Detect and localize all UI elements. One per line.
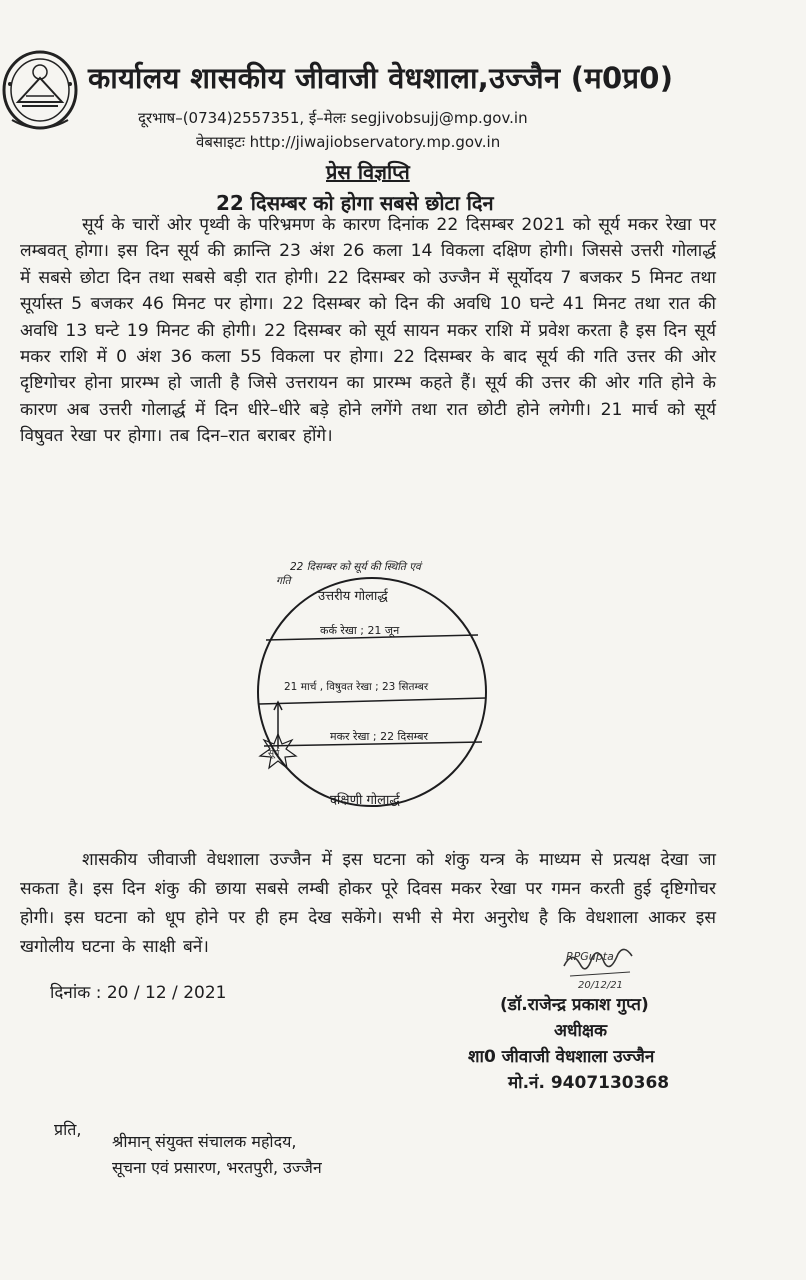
body-paragraph-1: सूर्य के चारों ओर पृथ्वी के परिभ्रमण के कारण दिनांक 22 दिसम्बर 2021 को सूर्य मकर रेखा पर लम्बवत् होगा। इस दिन सूर्य की क्रान्ति 23 अंश 26 कला 14 विकला दक्षिण होगी। जिससे उत्तरी गोलार्द्ध में सबसे छोटा दिन तथा सबसे बड़ी रात होगी। 22 दिसम्बर को उज्जैन में सूर्योदय 7 बजकर 5 मिनट तथा सूर्यास्त 5 बजकर 46 मिनट पर होगा। 22 दिसम्बर को दिन की अवधि 10 घन्टे 41 मिनट तथा रात की अवधि 13 घन्टे 19 मिनट की होगी। 22 दिसम्बर को सूर्य सायन मकर राशि में प्रवेश करता है इस दिन सूर्य मकर राशि में 0 अंश 36 कला 55 विकला पर होगा। 22 दिसम्बर के बाद सूर्य की गति उत्तर की ओर दृष्टिगोचर होना प्रारम्भ हो जाती है जिसे उत्तरायन का प्रारम्भ कहते हैं। सूर्य की उत्तर की ओर गति होने के कारण अब उत्तरी गोलार्द्ध में दिन धीरे–धीरे बड़े होने लगेंगे तथा रात छोटी होने लगेगी। 21 मार्च को सूर्य विषुवत रेखा पर होगा। तब दिन–रात बराबर होंगे। xyxy=(20,215,716,447)
equator-label: 21 मार्च , विषुवत रेखा ; 23 सितम्बर xyxy=(284,681,429,693)
issue-date: दिनांक : 20 / 12 / 2021 xyxy=(50,983,227,1003)
south-hemisphere-label: दक्षिणी गोलार्द्ध xyxy=(330,793,400,808)
contact-line: दूरभाष–(0734)2557351, ई–मेलः segjivobsujj@mp.gov.in xyxy=(138,109,528,127)
signatory-mobile: मो.नं. 9407130368 xyxy=(508,1073,670,1093)
to-label: प्रति, xyxy=(54,1120,82,1139)
observatory-emblem-icon xyxy=(0,44,84,134)
headline: 22 दिसम्बर को होगा सबसे छोटा दिन xyxy=(216,191,494,215)
handwritten-signature xyxy=(560,936,640,996)
sun-label: सूर्य xyxy=(268,749,280,759)
sun-position-diagram xyxy=(238,556,504,820)
recipient-line-2: सूचना एवं प्रसारण, भरतपुरी, उज्जैन xyxy=(112,1158,322,1177)
signatory-name: (डॉ.राजेन्द्र प्रकाश गुप्त) xyxy=(500,995,649,1015)
press-release-label: प्रेस विज्ञप्ति xyxy=(326,160,410,184)
diagram-caption-line2: गति xyxy=(276,575,291,587)
tropic-of-cancer-label: कर्क रेखा ; 21 जून xyxy=(320,624,400,637)
signature-text: RPGupta xyxy=(566,950,614,963)
diagram-caption-line1: 22 दिसम्बर को सूर्य की स्थिति एवं xyxy=(290,561,421,573)
recipient-line-1: श्रीमान् संयुक्त संचालक महोदय, xyxy=(112,1132,297,1151)
signature-date: 20/12/21 xyxy=(578,980,623,991)
north-hemisphere-label: उत्तरीय गोलार्द्ध xyxy=(318,589,388,604)
website-line: वेबसाइटः http://jiwajiobservatory.mp.gov.in xyxy=(196,133,501,151)
signatory-title: अधीक्षक xyxy=(554,1021,608,1041)
office-name: कार्यालय शासकीय जीवाजी वेधशाला,उज्जैन (म0प्र0) xyxy=(88,61,674,95)
body-paragraph-2: शासकीय जीवाजी वेधशाला उज्जैन में इस घटना को शंकु यन्त्र के माध्यम से प्रत्यक्ष देखा जा सकता है। इस दिन शंकु की छाया सबसे लम्बी होकर पूरे दिवस मकर रेखा पर गमन करती हुई दृष्टिगोचर होगी। इस घटना को धूप होने पर ही हम देख सकेंगे। सभी से मेरा अनुरोध है कि वेधशाला आकर इस खगोलीय घटना के साक्षी बनें। xyxy=(20,850,716,957)
signatory-office: शा0 जीवाजी वेधशाला उज्जैन xyxy=(468,1047,655,1067)
tropic-of-capricorn-label: मकर रेखा ; 22 दिसम्बर xyxy=(330,730,429,743)
equator-line xyxy=(259,698,486,704)
